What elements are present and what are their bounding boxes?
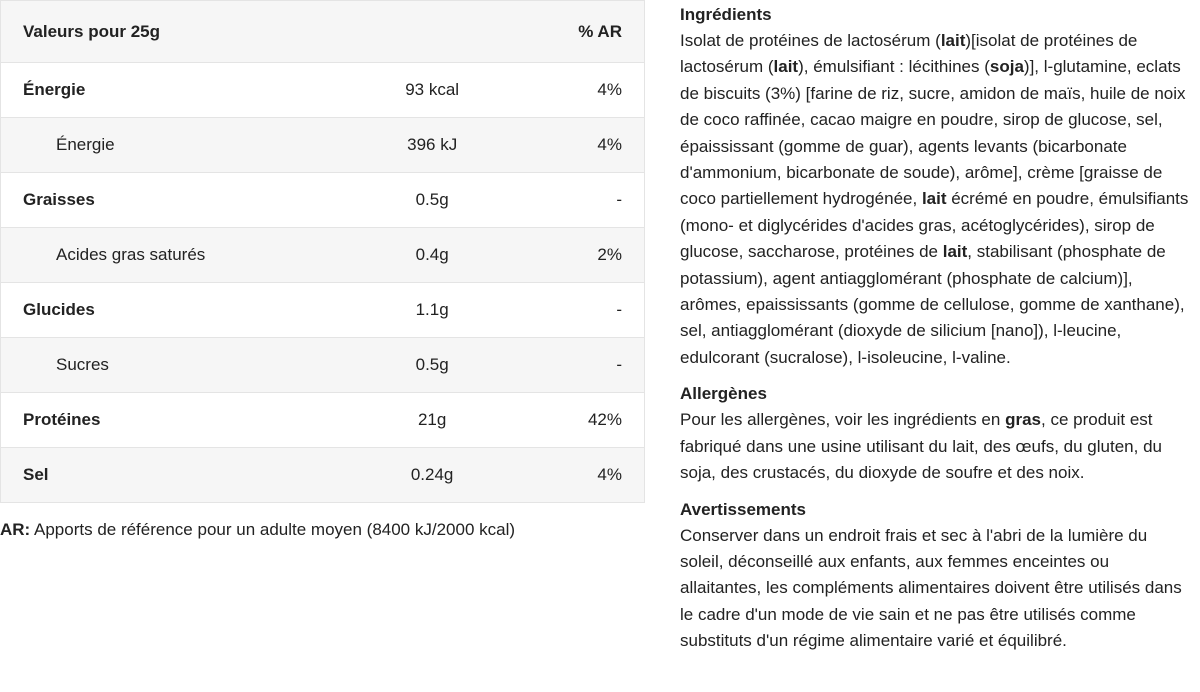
text-segment: )], l-glutamine, eclats de biscuits (3%) [farine de riz, sucre, amidon de maïs, huile de noix de coco raffinée, cacao maigre en poudre, sirop de glucose, sel, épaississant (gomme de guar), agents levants (bicarbonate d'ammonium, bicarbonate de soude), arôme], crème [graisse de coco partiellement hydrogénée, <box>680 57 1186 209</box>
allergen-highlight: lait <box>940 31 966 50</box>
footnote-text: Apports de référence pour un adulte moyen (8400 kJ/2000 kcal) <box>30 520 516 539</box>
row-ar: 42% <box>587 410 622 429</box>
table-row-saturated-fat <box>1 227 644 282</box>
text-segment: Pour les allergènes, voir les ingrédients en <box>680 410 1006 430</box>
allergen-highlight: lait <box>773 57 799 77</box>
table-row-energy-kj <box>1 117 644 172</box>
row-value: 0.5g <box>415 190 449 209</box>
footnote-label: AR: <box>0 520 31 539</box>
text-segment: Isolat de protéines de lactosérum ( <box>680 31 941 50</box>
allergen-highlight: lait <box>942 242 968 262</box>
table-row-energy-kcal <box>1 62 644 117</box>
row-value: 396 kJ <box>407 135 458 154</box>
allergen-highlight: lait <box>921 189 947 209</box>
header-ar: % AR <box>578 21 622 41</box>
text-segment: écrémé en poudre, émulsifiants (mono- et diglycérides d'acides gras, acétoglycérides), sirop de glucose, saccharose, protéines de <box>680 189 1189 262</box>
row-name: Glucides <box>23 300 95 319</box>
warnings-title: Avertissements <box>680 499 806 519</box>
row-ar: - <box>616 190 622 209</box>
nutrition-table <box>0 0 645 503</box>
row-ar: 4% <box>597 465 622 484</box>
table-row-protein <box>1 392 644 447</box>
row-name: Sucres <box>56 355 109 374</box>
row-value: 93 kcal <box>405 80 460 99</box>
warnings-text <box>680 523 1195 655</box>
row-ar: 4% <box>597 135 622 154</box>
text-segment: )[isolat de protéines de lactosérum ( <box>680 31 1138 77</box>
allergen-highlight: gras <box>1005 410 1041 430</box>
allergens-title: Allergènes <box>680 384 767 404</box>
row-name: Protéines <box>23 410 101 429</box>
allergen-highlight: soja <box>989 57 1024 77</box>
row-value: 0.24g <box>410 465 454 484</box>
row-name: Énergie <box>56 135 115 154</box>
text-segment: Conserver dans un endroit frais et sec à l'abri de la lumière du soleil, déconseillé aux enfants, aux femmes enceintes ou allaitantes, les compléments alimentaires doivent être utilisés dans le cadre d'un mode de vie sain et ne pas être utilisés comme substituts d'un régime alimentaire varié et équilibré. <box>680 525 1182 651</box>
table-row-salt <box>1 447 644 502</box>
row-name: Énergie <box>23 80 86 99</box>
row-name: Acides gras saturés <box>56 245 206 264</box>
row-value: 0.5g <box>415 355 449 374</box>
row-ar: - <box>616 355 622 374</box>
ar-footnote <box>0 520 515 540</box>
ingredients-text <box>680 28 1195 371</box>
header-name: Valeurs pour 25g <box>23 21 160 41</box>
text-segment: , stabilisant (phosphate de potassium), agent antiagglomérant (phosphate de calcium)], arômes, epaississants (gomme de cellulose, gomme de xanthane), sel, antiagglomérant (dioxyde de silicium [nano]), l-leucine, edulcorant (sucralose), l-isoleucine, l-valine. <box>680 242 1185 367</box>
row-ar: 4% <box>597 80 622 99</box>
ingredients-title: Ingrédients <box>680 5 772 24</box>
text-segment: , ce produit est fabriqué dans une usine utilisant du lait, des œufs, du gluten, du soja, des crustacés, du dioxyde de soufre et des noix. <box>680 410 1162 483</box>
text-segment: ), émulsifiant : lécithines ( <box>798 57 990 77</box>
row-value: 1.1g <box>415 300 449 319</box>
row-name: Sel <box>23 465 49 484</box>
row-name: Graisses <box>23 190 95 209</box>
table-header <box>1 1 644 62</box>
table-row-carbs <box>1 282 644 337</box>
row-ar: - <box>616 300 622 319</box>
table-row-sugars <box>1 337 644 392</box>
allergens-text <box>680 407 1195 486</box>
row-value: 21g <box>417 410 447 429</box>
row-value: 0.4g <box>415 245 449 264</box>
row-ar: 2% <box>597 245 622 264</box>
product-info <box>680 2 1195 665</box>
table-row-fat <box>1 172 644 227</box>
